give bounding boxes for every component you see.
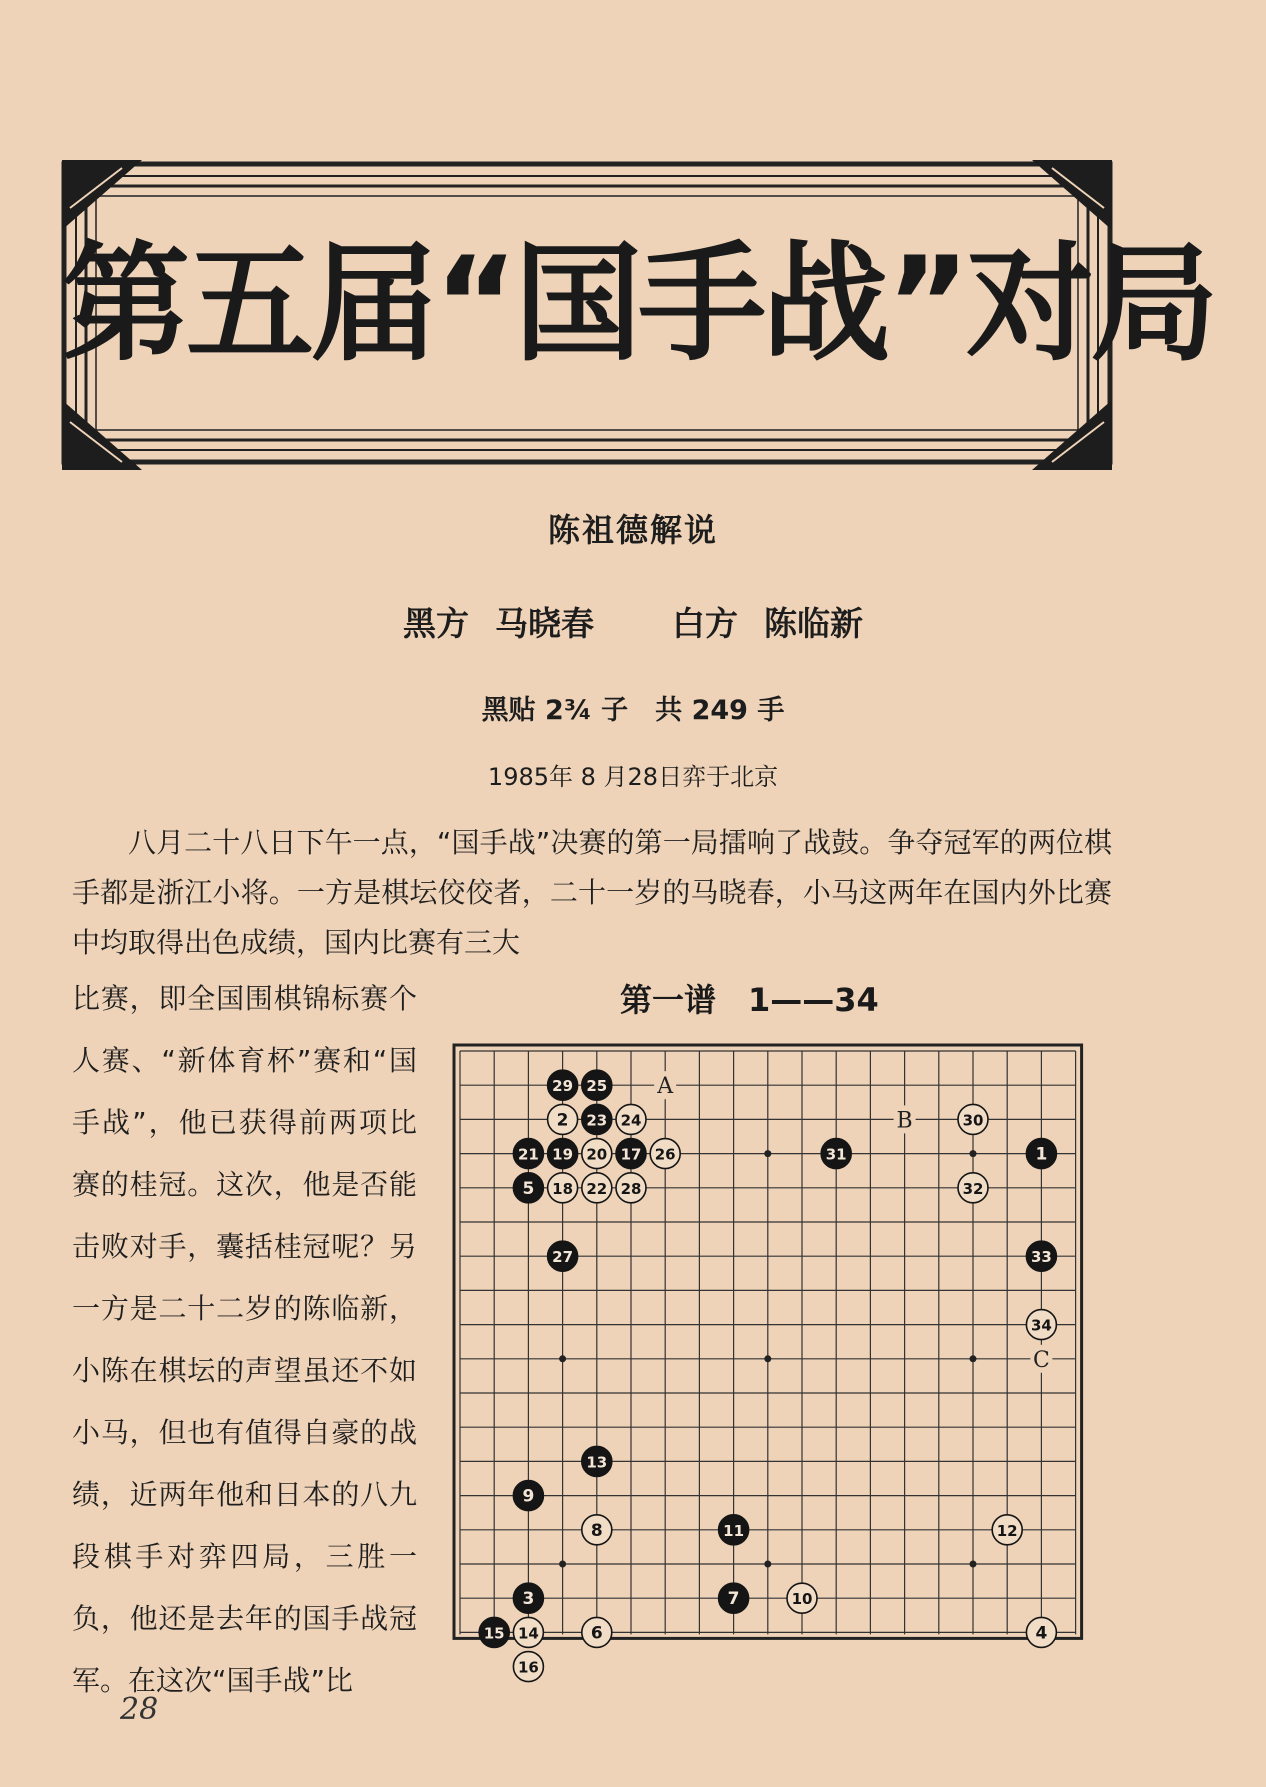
stone-move-number: 18 — [552, 1179, 574, 1198]
stone-move-number: 14 — [517, 1624, 539, 1643]
stone-move-number: 34 — [1030, 1316, 1052, 1335]
stone-move-number: 20 — [586, 1145, 608, 1164]
stone-move-number: 33 — [1030, 1248, 1052, 1267]
article-title: 第五届“国手战”对局 — [62, 230, 1215, 379]
stone-move-number: 30 — [962, 1111, 984, 1130]
stone-move-number: 31 — [825, 1145, 847, 1164]
star-point — [764, 1150, 771, 1157]
stone-move-number: 28 — [620, 1179, 642, 1198]
point-label-b: B — [896, 1108, 913, 1134]
stone-move-number: 15 — [483, 1624, 505, 1643]
commentator: 陈祖德解说 — [547, 511, 718, 549]
stone-move-number: 7 — [727, 1589, 740, 1610]
stone-move-number: 6 — [590, 1623, 603, 1644]
star-point — [970, 1561, 977, 1568]
white-label: 白方 — [672, 604, 738, 643]
date-line: 1985年 8 月28日弈于北京 — [487, 763, 779, 791]
stone-move-number: 5 — [522, 1178, 535, 1199]
stone-move-number: 24 — [620, 1111, 642, 1130]
stone-move-number: 29 — [552, 1077, 574, 1096]
komi-line: 黑贴 2¾ 子 共 249 手 — [481, 695, 785, 726]
stone-move-number: 4 — [1035, 1623, 1048, 1644]
star-point — [970, 1355, 977, 1362]
star-point — [764, 1561, 771, 1568]
go-board-diagram — [452, 1043, 1084, 1677]
star-point — [764, 1355, 771, 1362]
intro-paragraph: 八月二十八日下午一点，“国手战”决赛的第一局擂响了战鼓。争夺冠军的两位棋手都是浙江小将。一方是棋坛佼佼者，二十一岁的马晓春，小马这两年在国内外比赛中均取得出色成绩，国内比赛有三大 — [72, 826, 1112, 959]
title-banner — [62, 160, 1215, 470]
column-paragraph: 比赛，即全国围棋锦标赛个人赛、“新体育杯”赛和“国手战”，他已获得前两项比赛的桂冠。这次，他是否能击败对手，囊括桂冠呢？另一方是二十二岁的陈临新，小陈在棋坛的声望虽还不如小马，但也有值得自豪的战绩，近两年他和日本的八九段棋手对弈四局，三胜一负，他还是去年的国手战冠军。在这次“国手战”比 — [72, 982, 417, 1697]
black-player-name: 马晓春 — [495, 604, 594, 643]
black-label: 黑方 — [403, 604, 469, 643]
stone-move-number: 8 — [590, 1520, 603, 1541]
stone-move-number: 12 — [996, 1521, 1018, 1540]
point-label-a: A — [657, 1074, 674, 1100]
stone-move-number: 25 — [586, 1077, 608, 1096]
star-point — [559, 1561, 566, 1568]
stone-move-number: 27 — [552, 1248, 574, 1267]
stone-move-number: 2 — [556, 1110, 569, 1131]
diagram-title: 第一谱 1——34 — [620, 981, 879, 1019]
stone-move-number: 23 — [586, 1111, 608, 1130]
stone-move-number: 17 — [620, 1145, 642, 1164]
stone-move-number: 3 — [522, 1589, 535, 1610]
stone-move-number: 19 — [552, 1145, 574, 1164]
players-line — [0, 598, 1266, 645]
stone-move-number: 1 — [1035, 1144, 1048, 1165]
stone-move-number: 21 — [517, 1145, 539, 1164]
go-board — [452, 1043, 1084, 1677]
star-point — [559, 1355, 566, 1362]
stone-move-number: 9 — [522, 1486, 535, 1507]
stone-move-number: 26 — [654, 1145, 676, 1164]
stone-move-number: 11 — [723, 1521, 745, 1540]
page-number: 28 — [120, 1692, 159, 1727]
stone-move-number: 13 — [586, 1453, 608, 1472]
stone-move-number: 22 — [586, 1179, 608, 1198]
stone-move-number: 10 — [791, 1590, 813, 1609]
point-label-c: C — [1032, 1347, 1050, 1373]
star-point — [970, 1150, 977, 1157]
stone-move-number: 16 — [517, 1658, 539, 1677]
stone-move-number: 32 — [962, 1179, 984, 1198]
white-player-name: 陈临新 — [764, 604, 863, 643]
